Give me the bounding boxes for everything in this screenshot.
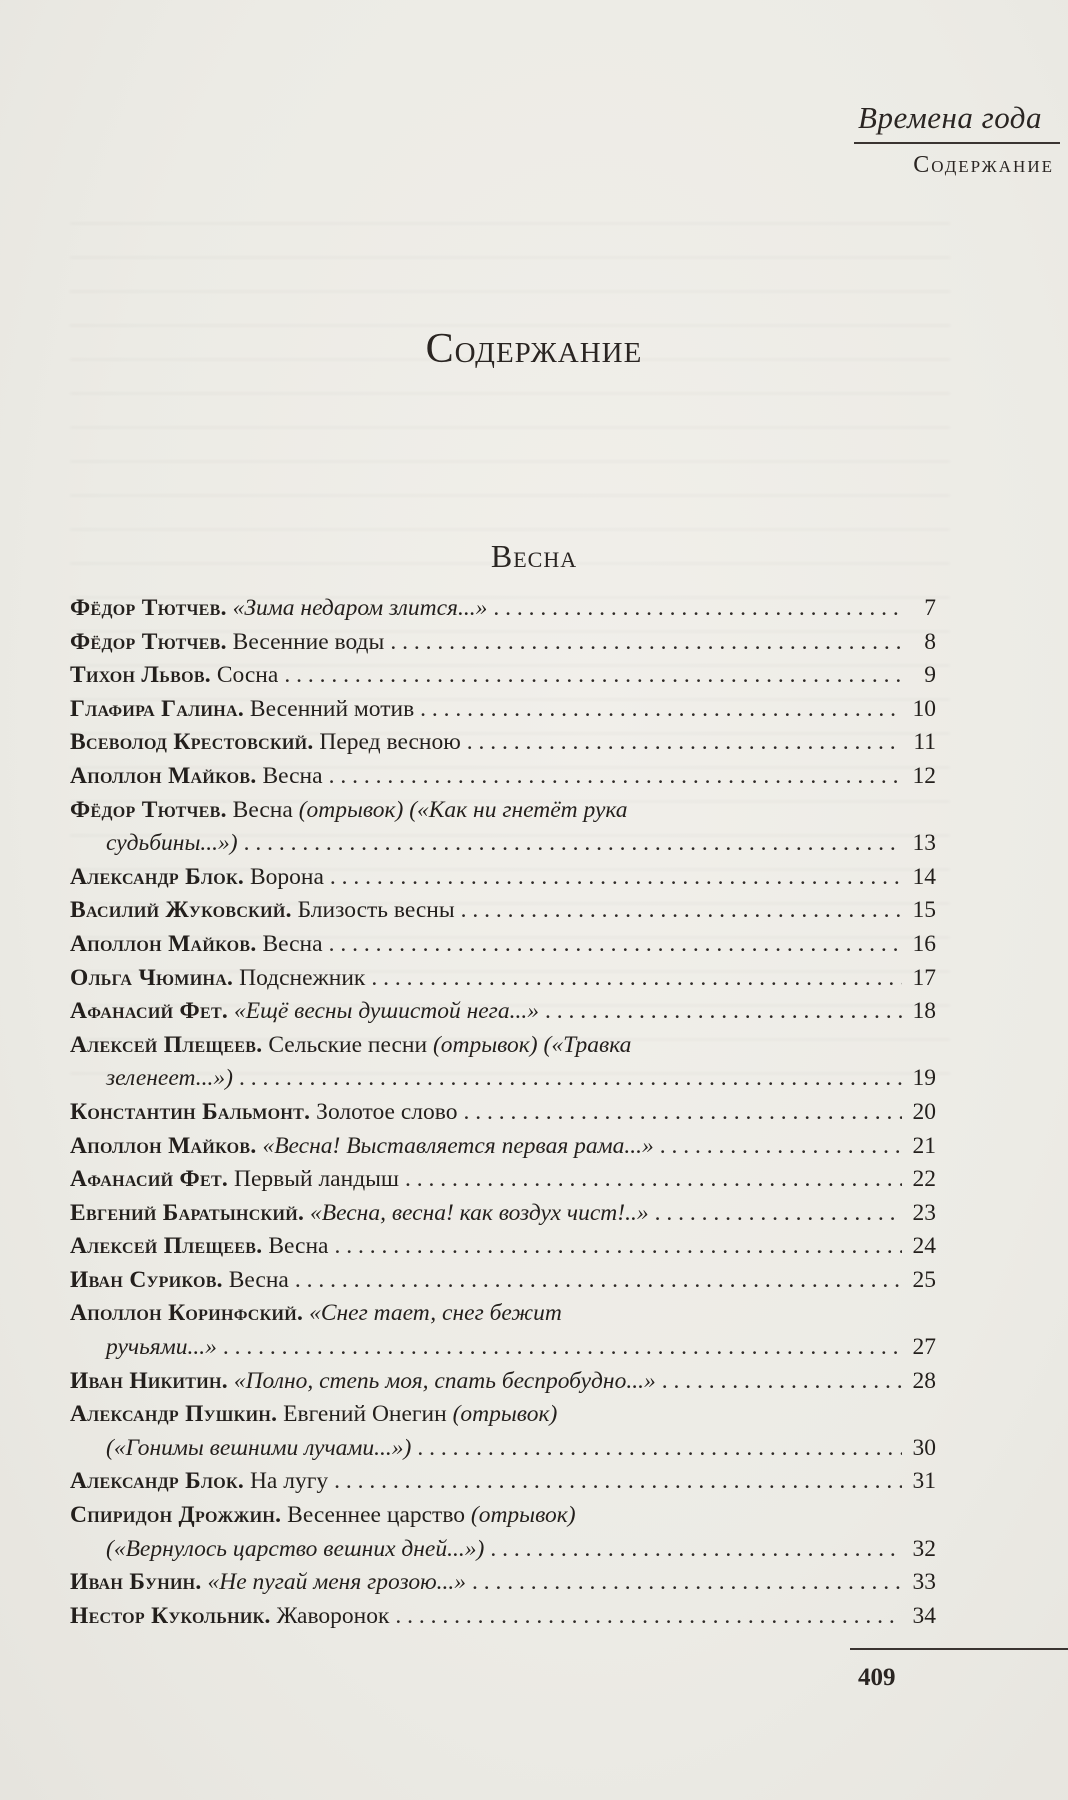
entry-text (70, 861, 324, 895)
entry-author: Иван Бунин. (70, 1569, 202, 1596)
dot-leader (655, 1197, 902, 1231)
book-title: Времена года (858, 100, 1042, 135)
entry-text (70, 1365, 656, 1399)
entry-title: Весна (262, 762, 323, 789)
toc-entry (70, 1197, 936, 1231)
entry-line (70, 995, 936, 1029)
toc-entry (70, 693, 936, 727)
entry-author: Тихон Львов. (70, 662, 211, 689)
entry-page-number: 19 (912, 1065, 936, 1092)
entry-text (70, 1163, 399, 1197)
entry-text (70, 1096, 457, 1130)
entry-first-line (70, 1029, 936, 1063)
entry-continuation: судьбины...») (106, 830, 238, 857)
entry-line (70, 592, 936, 626)
entry-text (70, 659, 278, 693)
entry-author: Алексей Плещеев. (70, 1233, 263, 1260)
entry-title: «Ещё весны душистой нега...» (233, 998, 539, 1025)
entry-first-line (70, 1499, 936, 1533)
entry-author: Аполлон Коринфский. (70, 1300, 304, 1327)
entry-continuation: («Вернулось царство вешних дней...») (106, 1535, 485, 1562)
entry-line (70, 1197, 936, 1231)
dot-leader (662, 1365, 902, 1399)
entry-page-number: 21 (912, 1132, 936, 1159)
entry-page-number: 31 (912, 1468, 936, 1495)
entry-page-number: 33 (912, 1569, 936, 1596)
entry-author: Александр Пушкин. (70, 1401, 278, 1428)
toc-entry (70, 1566, 936, 1600)
toc-entry (70, 928, 936, 962)
entry-text (70, 1032, 631, 1058)
entry-text (70, 626, 384, 660)
entry-title: Близость весны (297, 897, 455, 924)
entry-title: Весна (228, 1266, 289, 1293)
entry-text (70, 1130, 654, 1164)
entry-line (70, 1365, 936, 1399)
toc-entry (70, 861, 936, 895)
entry-text (70, 1401, 557, 1427)
entry-title: «Снег тает, снег бежит (309, 1300, 562, 1327)
entry-line (70, 861, 936, 895)
entry-line (70, 626, 936, 660)
dot-leader (330, 861, 902, 895)
entry-author: Константин Бальмонт. (70, 1098, 311, 1125)
entry-title: Перед весною (319, 729, 461, 756)
entry-title: Евгений Онегин (283, 1401, 447, 1428)
entry-line (70, 928, 936, 962)
entry-note: (отрывок) («Травка (432, 1031, 632, 1058)
entry-page-number: 23 (912, 1199, 936, 1226)
entry-first-line (70, 794, 936, 828)
running-head (854, 100, 1060, 179)
dot-leader (417, 1432, 902, 1466)
entry-line (70, 1600, 936, 1634)
entry-line (70, 659, 936, 693)
toc-entry (70, 1465, 936, 1499)
entry-text (70, 1566, 466, 1600)
running-head-rule (854, 142, 1060, 144)
entry-page-number: 14 (912, 863, 936, 890)
toc-entry (70, 1600, 936, 1634)
entry-continuation: («Гонимы вешними лучами...») (106, 1434, 412, 1461)
dot-leader (405, 1163, 902, 1197)
toc-entry (70, 726, 936, 760)
toc-entry (70, 894, 936, 928)
entry-page-number: 16 (912, 930, 936, 957)
entry-author: Иван Суриков. (70, 1266, 223, 1293)
entry-text (70, 1230, 328, 1264)
entry-title: Весеннее царство (287, 1502, 466, 1529)
dot-leader (334, 1465, 902, 1499)
dot-leader (390, 626, 902, 660)
dot-leader (493, 592, 902, 626)
entry-line (70, 1096, 936, 1130)
dot-leader (223, 1331, 902, 1365)
entry-text (70, 1502, 576, 1528)
dot-leader (371, 962, 902, 996)
entry-continuation-line (70, 1331, 936, 1365)
entry-line (70, 894, 936, 928)
entry-line (70, 693, 936, 727)
entry-author: Глафира Галина. (70, 695, 245, 722)
entry-title: Весна (262, 930, 323, 957)
entry-author: Нестор Кукольник. (70, 1602, 271, 1629)
entry-title: Весна (268, 1233, 329, 1260)
entry-text (70, 894, 455, 928)
toc-entry (70, 1029, 936, 1096)
entry-author: Афанасий Фет. (70, 1166, 229, 1193)
entry-author: Фёдор Тютчев. (70, 628, 227, 655)
entry-author: Аполлон Майков. (70, 930, 257, 957)
entry-page-number: 10 (912, 695, 936, 722)
dot-leader (545, 995, 902, 1029)
entry-title: Весна (232, 796, 293, 823)
footer-rule (850, 1648, 1068, 1650)
entry-page-number: 8 (924, 628, 936, 655)
entry-text (70, 1300, 562, 1326)
entry-note: (отрывок) («Как ни гнетёт рука (298, 796, 628, 823)
dot-leader (420, 693, 902, 727)
entry-title: Золотое слово (316, 1098, 458, 1125)
entry-title: «Весна, весна! как воздух чист!..» (310, 1199, 649, 1226)
dot-leader (329, 928, 902, 962)
entry-page-number: 28 (912, 1367, 936, 1394)
entry-page-number: 32 (912, 1535, 936, 1562)
entry-page-number: 9 (924, 662, 936, 689)
entry-page-number: 27 (912, 1334, 936, 1361)
entry-continuation-line (70, 827, 936, 861)
entry-page-number: 18 (912, 998, 936, 1025)
dot-leader (295, 1264, 902, 1298)
dot-leader (467, 726, 902, 760)
entry-author: Ольга Чюмина. (70, 964, 234, 991)
entry-author: Иван Никитин. (70, 1367, 228, 1394)
entry-line (70, 760, 936, 794)
entry-line (70, 1130, 936, 1164)
section-title: Весна (490, 538, 578, 574)
toc-entry (70, 1297, 936, 1364)
dot-leader (244, 827, 902, 861)
entry-author: Василий Жуковский. (70, 897, 292, 924)
toc-entry (70, 659, 936, 693)
entry-author: Алексей Плещеев. (70, 1031, 263, 1058)
entry-page-number: 12 (912, 762, 936, 789)
entry-line (70, 1465, 936, 1499)
entry-first-line (70, 1398, 936, 1432)
entry-page-number: 17 (912, 964, 936, 991)
entry-page-number: 11 (913, 729, 936, 756)
entry-title: Подснежник (239, 964, 366, 991)
toc-entry (70, 1499, 936, 1566)
entry-page-number: 25 (912, 1266, 936, 1293)
entry-author: Фёдор Тютчев. (70, 595, 227, 621)
entry-title: «Полно, степь моя, спать беспробудно...» (233, 1367, 656, 1394)
entry-line (70, 962, 936, 996)
entry-text (70, 693, 414, 727)
entry-text (70, 592, 487, 626)
entry-title: На лугу (249, 1468, 329, 1495)
toc-entry (70, 592, 936, 626)
toc-entry (70, 794, 936, 861)
table-of-contents (70, 592, 936, 1633)
entry-page-number: 34 (912, 1602, 936, 1629)
entry-author: Аполлон Майков. (70, 762, 257, 789)
entry-title: «Не пугай меня грозою...» (207, 1569, 467, 1596)
dot-leader (239, 1062, 902, 1096)
dot-leader (461, 894, 902, 928)
dot-leader (334, 1230, 902, 1264)
entry-text (70, 1197, 649, 1231)
toc-entry (70, 760, 936, 794)
entry-page-number: 15 (912, 897, 936, 924)
toc-entry (70, 1130, 936, 1164)
page-number: 409 (858, 1664, 896, 1691)
entry-text (70, 1264, 289, 1298)
entry-page-number: 22 (912, 1166, 936, 1193)
entry-author: Спиридон Дрожжин. (70, 1502, 282, 1529)
toc-entry (70, 1264, 936, 1298)
entry-page-number: 13 (912, 830, 936, 857)
entry-line (70, 1230, 936, 1264)
entry-text (70, 1600, 389, 1634)
dot-leader (329, 760, 902, 794)
dot-leader (490, 1533, 902, 1567)
entry-text (70, 962, 365, 996)
toc-entry (70, 1230, 936, 1264)
entry-author: Всеволод Крестовский. (70, 729, 314, 756)
entry-title: Весенние воды (232, 628, 385, 655)
entry-title: «Весна! Выставляется первая рама...» (262, 1132, 654, 1159)
entry-page-number: 30 (912, 1434, 936, 1461)
entry-text (70, 1465, 328, 1499)
entry-title: «Зима недаром злится...» (232, 595, 488, 621)
entry-note: (отрывок) (452, 1401, 558, 1428)
entry-author: Евгений Баратынский. (70, 1199, 305, 1226)
entry-author: Фёдор Тютчев. (70, 796, 227, 823)
dot-leader (660, 1130, 902, 1164)
entry-text (70, 760, 323, 794)
entry-page-number: 20 (912, 1098, 936, 1125)
entry-line (70, 1264, 936, 1298)
entry-text (70, 995, 539, 1029)
toc-entry (70, 1163, 936, 1197)
entry-continuation-line (70, 1533, 936, 1567)
toc-entry (70, 962, 936, 996)
dot-leader (395, 1600, 902, 1634)
dot-leader (284, 659, 902, 693)
entry-title: Жаворонок (276, 1602, 390, 1629)
entry-line (70, 726, 936, 760)
entry-line (70, 1163, 936, 1197)
page-title: Содержание (425, 326, 643, 372)
entry-page-number: 24 (912, 1233, 936, 1260)
entry-continuation: зеленеет...») (106, 1065, 233, 1092)
entry-title: Сельские песни (268, 1031, 428, 1058)
dot-leader (463, 1096, 902, 1130)
toc-entry (70, 995, 936, 1029)
entry-title: Весенний мотив (249, 695, 415, 722)
running-section: Содержание (913, 152, 1054, 178)
entry-line (70, 1566, 936, 1600)
entry-text (70, 928, 323, 962)
entry-text (70, 726, 461, 760)
entry-continuation-line (70, 1062, 936, 1096)
toc-entry (70, 626, 936, 660)
entry-continuation-line (70, 1432, 936, 1466)
entry-note: (отрывок) (470, 1502, 576, 1529)
dot-leader (472, 1566, 902, 1600)
toc-entry (70, 1398, 936, 1465)
entry-author: Александр Блок. (70, 1468, 245, 1495)
entry-page-number: 7 (924, 595, 936, 621)
entry-author: Александр Блок. (70, 863, 245, 890)
entry-title: Первый ландыш (233, 1166, 400, 1193)
entry-title: Сосна (216, 662, 279, 689)
entry-text (70, 797, 628, 823)
toc-entry (70, 1096, 936, 1130)
entry-author: Аполлон Майков. (70, 1132, 257, 1159)
entry-author: Афанасий Фет. (70, 998, 229, 1025)
entry-continuation: ручьями...» (106, 1334, 217, 1361)
entry-title: Ворона (249, 863, 324, 890)
entry-first-line (70, 1297, 936, 1331)
toc-entry (70, 1365, 936, 1399)
